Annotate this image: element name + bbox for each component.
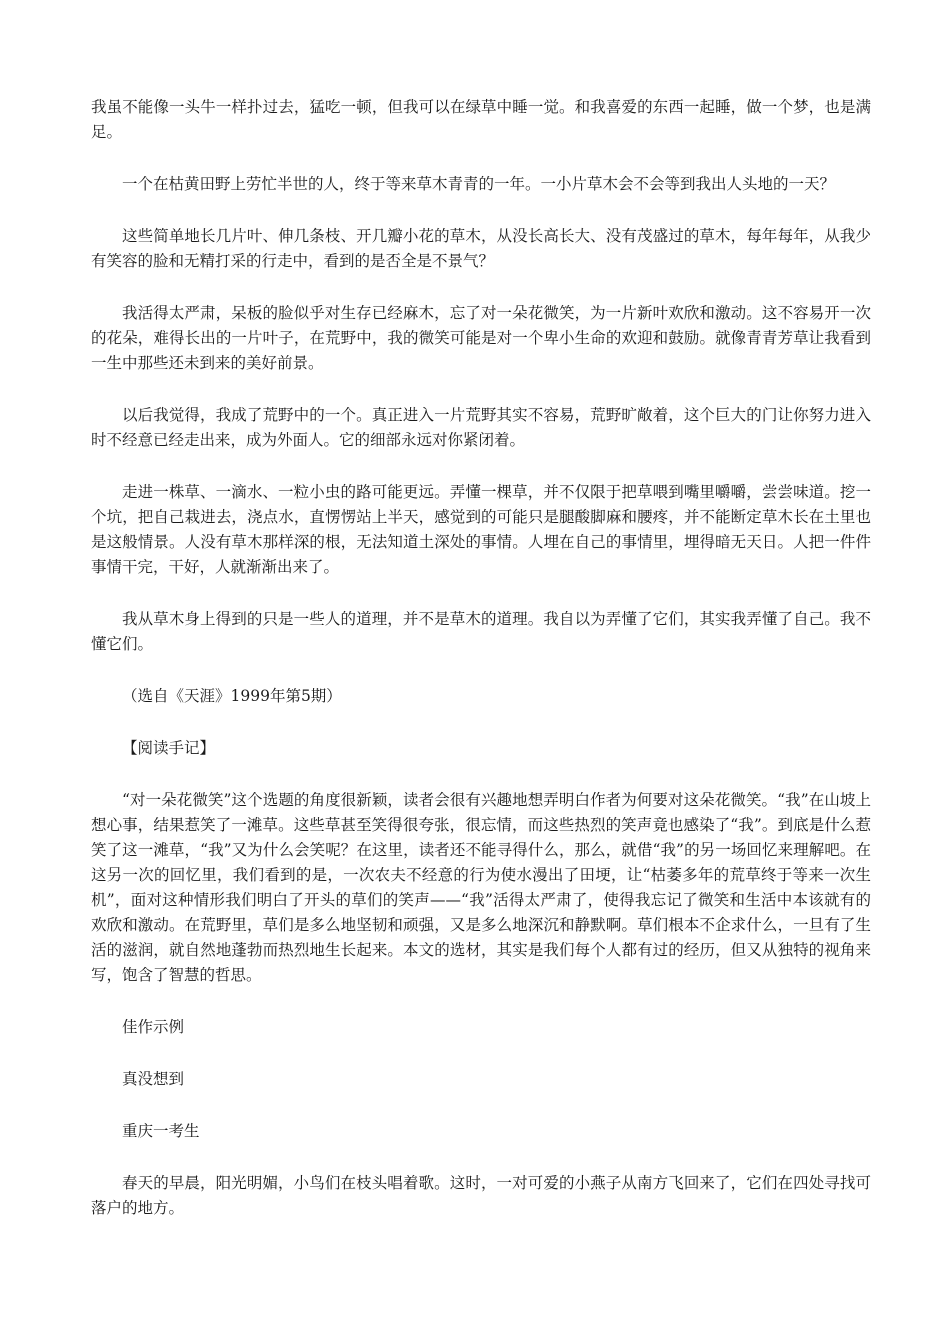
paragraph-1: 我虽不能像一头牛一样扑过去，猛吃一顿，但我可以在绿草中睡一觉。和我喜爱的东西一起睡，做一个梦，也是满足。 (91, 98, 871, 141)
paragraph-4: 我活得太严肃，呆板的脸似乎对生存已经麻木，忘了对一朵花微笑，为一片新叶欢欣和激动。这不容易开一次的花朵，难得长出的一片叶子，在荒野中，我的微笑可能是对一个卑小生命的欢迎和鼓励。就像青青芳草让我看到一生中那些还未到来的美好前景。 (91, 304, 871, 372)
paragraph-3: 这些简单地长几片叶、伸几条枝、开几瓣小花的草木，从没长高长大、没有茂盛过的草木，每年每年，从我少有笑容的脸和无精打采的行走中，看到的是否全是不景气？ (91, 227, 871, 270)
essay-author: 重庆一考生 (122, 1122, 200, 1140)
source-citation: （选自《天涯》1999年第5期） (122, 687, 342, 705)
example-heading: 佳作示例 (122, 1018, 185, 1036)
paragraph-2: 一个在枯黄田野上劳忙半世的人，终于等来草木青青的一年。一小片草木会不会等到我出人头地的一天？ (122, 175, 836, 193)
reading-notes-body: “对一朵花微笑”这个选题的角度很新颖，读者会很有兴趣地想弄明白作者为何要对这朵花微笑。“我”在山坡上想心事，结果惹笑了一滩草。这些草甚至笑得很夸张，很忘情，而这些热烈的笑声竟也感染了“我”。到底是什么惹笑了这一滩草，“我”又为什么会笑呢？在这里，读者还不能寻得什么，那么，就借“我”的另一场回忆来理解吧。在这另一次的回忆里，我们看到的是，一次农夫不经意的行为使水漫出了田埂，让“枯萎多年的荒草终于等来一次生机”，面对这种情形我们明白了开头的草们的笑声——“我”活得太严肃了，使得我忘记了微笑和生活中本该就有的欢欣和激动。在荒野里，草们是多么地坚韧和顽强，又是多么地深沉和静默啊。草们根本不企求什么，一旦有了生活的滋润，就自然地蓬勃而热烈地生长起来。本文的选材，其实是我们每个人都有过的经历，但又从独特的视角来写，饱含了智慧的哲思。 (91, 791, 871, 984)
essay-paragraph-1: 春天的早晨，阳光明媚，小鸟们在枝头唱着歌。这时，一对可爱的小燕子从南方飞回来了，它们在四处寻找可落户的地方。 (91, 1174, 871, 1217)
document-body (91, 95, 871, 1248)
paragraph-5: 以后我觉得，我成了荒野中的一个。真正进入一片荒野其实不容易，荒野旷敞着，这个巨大的门让你努力进入时不经意已经走出来，成为外面人。它的细部永远对你紧闭着。 (91, 406, 871, 449)
essay-title: 真没想到 (122, 1070, 185, 1088)
reading-notes-heading: 【阅读手记】 (122, 739, 216, 757)
paragraph-7: 我从草木身上得到的只是一些人的道理，并不是草木的道理。我自以为弄懂了它们，其实我弄懂了自己。我不懂它们。 (91, 610, 871, 653)
paragraph-6: 走进一株草、一滴水、一粒小虫的路可能更远。弄懂一棵草，并不仅限于把草喂到嘴里嚼嚼，尝尝味道。挖一个坑，把自己栽进去，浇点水，直愣愣站上半天，感觉到的可能只是腿酸脚麻和腰疼，并不能断定草木长在土里也是这般情景。人没有草木那样深的根，无法知道土深处的事情。人埋在自己的事情里，埋得暗无天日。人把一件件事情干完，干好，人就渐渐出来了。 (91, 483, 871, 576)
